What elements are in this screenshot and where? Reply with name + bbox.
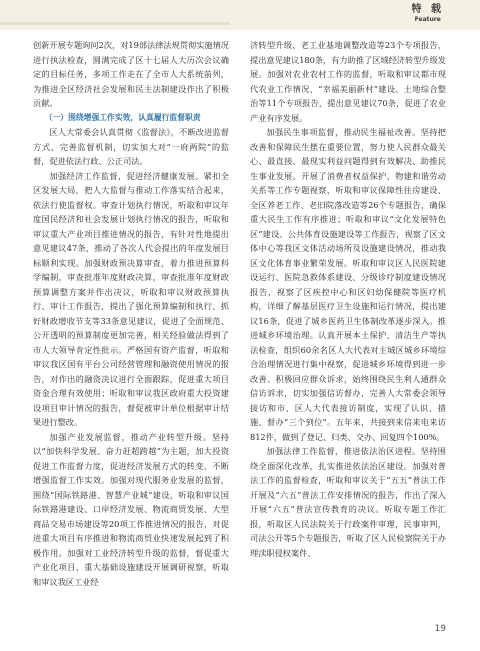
body-paragraph: 加强经济工作监督，促进经济健康发展。紧扣全区发展大局，把人大监督与推动工作落实结合起来，依法行使监督权。审查计划执行情况，听取和审议年度国民经济和社会发展计划执行情况的报告，听取和审议重大产业项目推进情况的报告，有针对性地提出意见建议47条，推动了各次人代会提出的年度发展目标顺利实现。加强财政预决算审查，着力推进预算科学编制，审查批准年度财政决算，审查批准年度财政预算调整方案并作出决议，听取和审议财政预算执行、审计工作报告，提出了强化预算编制和执行、抓好财政增收节支等33条意见建议，促进了全面规范、公开透明的预算制度更加完善，相关经验做法得到了市人大领导肯定性批示。严格国有资产监督，听取和审议我区国有平台公司经营管理和融资使用情况的报告，对作出的融资决议进行全面跟踪，促进重大项目资金合理有效使用；听取和审议我区政府重大投资建设项目审计情况的报告，督促被审计单位根据审计结果进行整改。: [33, 170, 229, 427]
left-text-column: [33, 38, 229, 589]
section-title: [412, 4, 444, 23]
header-bar: [0, 0, 480, 30]
body-paragraph: 济转型升级、老工业基地调整改造等23个专项报告，提出意见建议180条，有力助推了区域经济转型升级发展。加强对农业农村工作的监督，听取和审议都市现代农业工作情况、“幸福美丽新村”建设、土地综合整治等11个专项报告，提出意见建议70条，促进了农业产业有序发展。: [250, 40, 446, 123]
body-paragraph: 区人大常委会认真贯彻《监督法》，不断改进监督方式、完善监督机制，切实加大对“一府两院”的监督，促进依法行政、公正司法。: [33, 127, 229, 166]
header-accent-stripe: [0, 22, 230, 25]
body-paragraph: 创新开展专题询问2次，对19部法律法规贯彻实施情况进行执法检查，圆满完成了区十七届人大历次会议确定的目标任务，多项工作走在了全市人大系统前列，为推进全区经济社会发展和民主法制建设作出了积极贡献。: [33, 40, 229, 108]
page-number: 19: [434, 624, 446, 634]
subsection-heading: （一）围绕增强工作实效，认真履行监督职责: [44, 112, 201, 122]
body-paragraph: 加强法律工作监督，推进依法治区进程。坚持围绕全面深化改革，扎实推进依法治区建设。加强对普法工作的监督检查，听取和审议关于“五五”普法工作开展及“六五”普法工作安排情况的报告，作出了深入开展“六五”普法宣传教育的决议。听取专题工作汇报，听取区人民法院关于行政案件审理，民事审判，司法公开等5个专题报告，听取了区人民检察院关于办理渎职侵权案件、: [250, 446, 446, 558]
right-text-column: [250, 38, 446, 560]
section-title-english: Feature: [414, 16, 441, 23]
section-title-chinese: 特 载: [411, 4, 444, 15]
body-paragraph: 加强产业发展监督，推动产业转型升级。坚持以“加快科学发展、奋力赶超跨越”为主题，加大投资促进工作监督力度，促进经济发展方式的转变，不断增强监督工作实效。加强对现代服务业发展的监督，围绕“国际铁路港、智慧产业城”建设，听取和审议国际铁路港建设、口岸经济发展、物流商贸发展、大型商品交易市场建设等20项工作推进情况的报告，对促进重大项目有序推进和物流商贸业快速发展起到了积极作用。加强对工业经济转型升级的监督，督促重大产业化项目、重大基础设施建设开展调研视察，听取和审议我区工业经: [33, 431, 229, 587]
body-paragraph: 加强民生事项监督，推动民生福祉改善。坚持把改善和保障民生摆在重要位置，努力使人民群众最关心、最直接、最现实利益问题得到有效解决、助推民生事业发展。开展了消费者权益保护、物建和谐劳动关系等工作专题视察，听取和审议保障性住房建设、全区养老工作、老旧院落改造等26个专题报告，确保重大民生工作有序推进；听取和审议“文化发展特色区”建设、公共体育设施建设等工作报告，视察了区文体中心等我区文体活动场所及设施建设情况，推动我区文化体育事业繁荣发展。听取和审议区人民医院建设运行、医院急救体系建设、分级诊疗制度建设情况报告，视察了区疾控中心和区妇幼保健院等医疗机构，详细了解基层医疗卫生设施和运行情况，提出建议16条，促进了城乡医药卫生体制改革逐步深入。推进城乡环境治理。认真开展本土保护、清洁生产等执法检查，组织60余名区人大代表对主城区城乡环境综合治理情况进行集中视察，促进城乡环境得到进一步改善。积极回应群众诉求，始终围绕民生利人通群众信访诉求，切实加强信访督办，完善人大常委会领导接访和市、区人大代表接访制度，实现了认识、措施、督办“三个到位”。五年来，共接到来信来电来访812件，做到了登记、归类、交办、回复四个100%。: [250, 127, 446, 442]
